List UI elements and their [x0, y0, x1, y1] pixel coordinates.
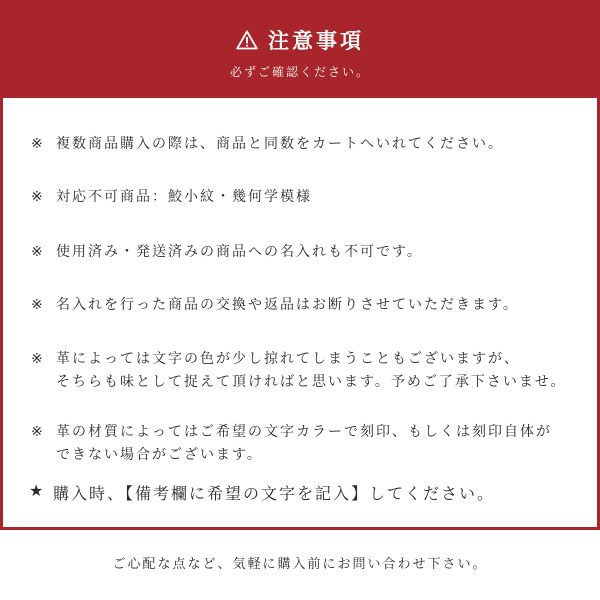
note-line: 使用済み・発送済みの商品への名入れも不可です。	[56, 244, 423, 260]
note-mark: ※	[31, 297, 45, 313]
note-item	[31, 348, 577, 394]
star-icon: ★	[29, 481, 46, 500]
notice-header	[3, 3, 597, 98]
footer-note: ご心配な点など、気軽に購入前にお問い合わせ下さい。	[112, 557, 488, 572]
note-line: 対応不可商品：鮫小紋・幾何学模様	[56, 189, 312, 205]
note-item	[31, 421, 577, 467]
note-line: そちらも味として捉えて頂ければと思います。予めご了承下さいませ。	[56, 374, 567, 390]
note-mark: ※	[31, 189, 45, 205]
note-mark: ※	[31, 136, 45, 152]
note-mark: ※	[31, 244, 45, 260]
star-note-text: 購入時、【備考欄に希望の文字を記入】してください。	[53, 484, 496, 503]
page-title: 注意事項	[268, 28, 364, 53]
note-item	[31, 186, 577, 209]
note-line: 名入れを行った商品の交換や返品はお断りさせていただきます。	[56, 297, 519, 313]
page-subtitle: 必ずご確認ください。	[229, 65, 370, 79]
note-item	[31, 241, 577, 264]
warning-icon	[236, 30, 258, 50]
star-note	[29, 481, 587, 504]
note-line: できない場合がございます。	[56, 447, 263, 463]
note-item	[31, 133, 577, 156]
note-item	[31, 294, 577, 317]
title-row	[3, 25, 597, 55]
note-mark: ※	[31, 351, 45, 367]
note-line: 革によっては文字の色が少し掠れてしまうこともございますが、	[56, 351, 520, 367]
note-line: 複数商品購入の際は、商品と同数をカートへいれてください。	[56, 136, 504, 152]
note-line: 革の材質によってはご希望の文字カラーで刻印、もしくは刻印自体が	[56, 424, 552, 440]
note-mark: ※	[31, 424, 45, 440]
